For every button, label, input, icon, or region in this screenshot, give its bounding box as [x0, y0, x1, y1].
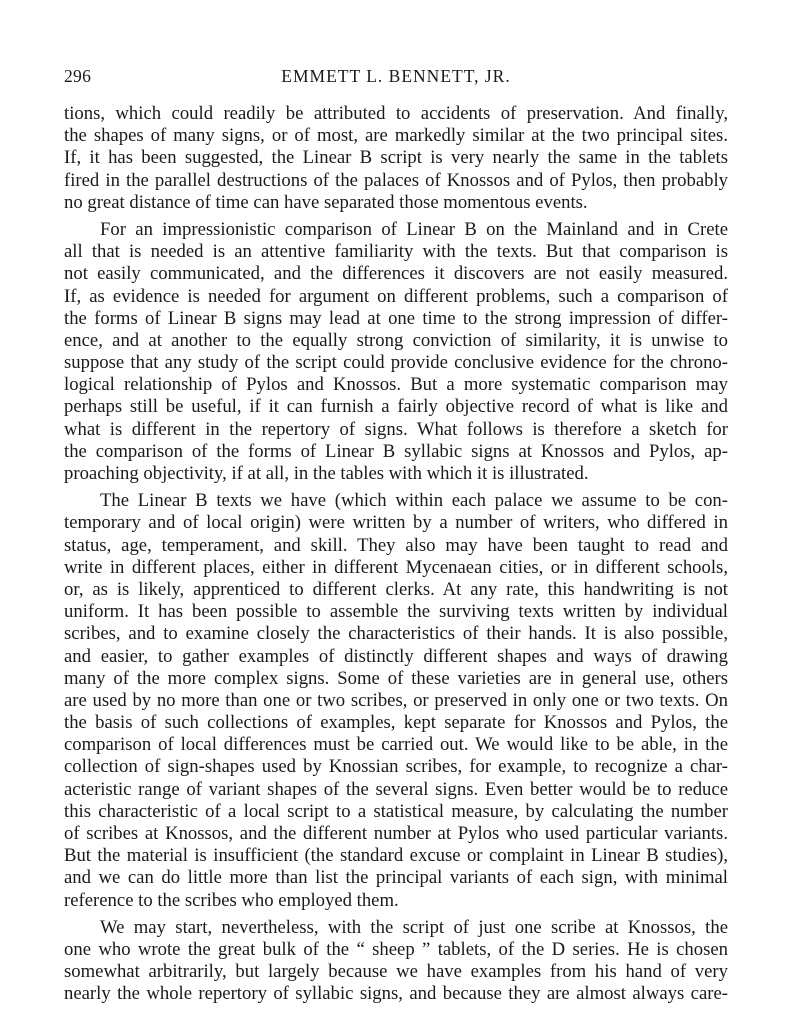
text-line: scribes, and to examine closely the characteristics of their hands. It is also possible, [64, 623, 728, 645]
page-header [64, 66, 728, 88]
text-line: the shapes of many signs, or of most, are markedly similar at the two principal sites. [64, 125, 728, 147]
text-line: tions, which could readily be attributed to accidents of preservation. And finally, [64, 103, 728, 124]
text-line: logical relationship of Pylos and Knossos. But a more systematic comparison may [64, 374, 728, 396]
text-line: acteristic range of variant shapes of the several signs. Even better would be to reduce [64, 778, 728, 800]
paragraph [64, 917, 728, 1006]
text-line: somewhat arbitrarily, but largely because we have examples from his hand of very [64, 961, 728, 983]
text-line: temporary and of local origin) were written by a number of writers, who differed in [64, 512, 728, 534]
text-line: one who wrote the great bulk of the “ sheep ” tablets, of the D series. He is chosen [64, 938, 728, 960]
text-line: the forms of Linear B signs may lead at one time to the strong impression of differ- [64, 307, 728, 329]
text-line: We may start, nevertheless, with the script of just one scribe at Knossos, the [100, 916, 728, 938]
text-line: suppose that any study of the script could provide conclusive evidence for the chrono- [64, 352, 728, 374]
text-line: comparison of local differences must be carried out. We would like to be able, in the [64, 734, 728, 756]
text-line: the comparison of the forms of Linear B syllabic signs at Knossos and Pylos, ap- [64, 440, 728, 462]
text-line: this characteristic of a local script to a statistical measure, by calculating the number [64, 800, 728, 822]
text-line: collection of sign-shapes used by Knossian scribes, for example, to recognize a char- [64, 756, 728, 778]
text-line: uniform. It has been possible to assemble the surviving texts written by individual [64, 601, 728, 623]
paragraph [64, 219, 728, 485]
text-line: and we can do little more than list the principal variants of each sign, with minimal [64, 867, 728, 889]
text-line: and easier, to gather examples of distinctly different shapes and ways of drawing [64, 645, 728, 667]
text-line: many of the more complex signs. Some of these varieties are in general use, others [64, 667, 728, 689]
text-line: not easily communicated, and the differences it discovers are not easily measured. [64, 263, 728, 285]
text-line: If, as evidence is needed for argument on different problems, such a comparison of [64, 285, 728, 307]
page-number: 296 [64, 66, 92, 86]
paragraph [64, 490, 728, 912]
text-line: status, age, temperament, and skill. They also may have been taught to read and [64, 534, 728, 556]
text-line: For an impressionistic comparison of Linear B on the Mainland and in Crete [100, 218, 728, 240]
text-line: or, as is likely, apprenticed to different clerks. At any rate, this handwriting is not [64, 578, 728, 600]
paragraph [64, 103, 728, 214]
text-line: no great distance of time can have separated those momentous events. [64, 191, 588, 213]
text-line: perhaps still be useful, if it can furnish a fairly objective record of what is like and [64, 396, 728, 418]
text-line: write in different places, either in different Mycenaean cities, or in different schools, [64, 556, 728, 578]
text-line: all that is needed is an attentive familiarity with the texts. But that comparison is [64, 241, 728, 263]
body-text [64, 103, 728, 1006]
text-line: what is different in the repertory of signs. What follows is therefore a sketch for [64, 418, 728, 440]
text-line: are used by no more than one or two scribes, or preserved in only one or two texts. On [64, 689, 728, 711]
text-line: fired in the parallel destructions of the palaces of Knossos and of Pylos, then probably [64, 169, 728, 191]
text-line: ence, and at another to the equally strong conviction of similarity, it is unwise to [64, 329, 728, 351]
text-line: proaching objectivity, if at all, in the tables with which it is illustrated. [64, 463, 589, 484]
text-line: The Linear B texts we have (which within each palace we assume to be con- [100, 490, 728, 512]
text-line: But the material is insufficient (the standard excuse or complaint in Linear B studies), [64, 845, 728, 867]
text-line: the basis of such collections of examples, kept separate for Knossos and Pylos, the [64, 712, 728, 734]
text-line: If, it has been suggested, the Linear B script is very nearly the same in the tablets [64, 147, 728, 169]
text-line: of scribes at Knossos, and the different number at Pylos who used particular variants. [64, 823, 728, 844]
text-line: reference to the scribes who employed them. [64, 889, 399, 911]
text-line: nearly the whole repertory of syllabic signs, and because they are almost always care- [64, 983, 728, 1005]
running-head: EMMETT L. BENNETT, JR. [281, 66, 511, 86]
